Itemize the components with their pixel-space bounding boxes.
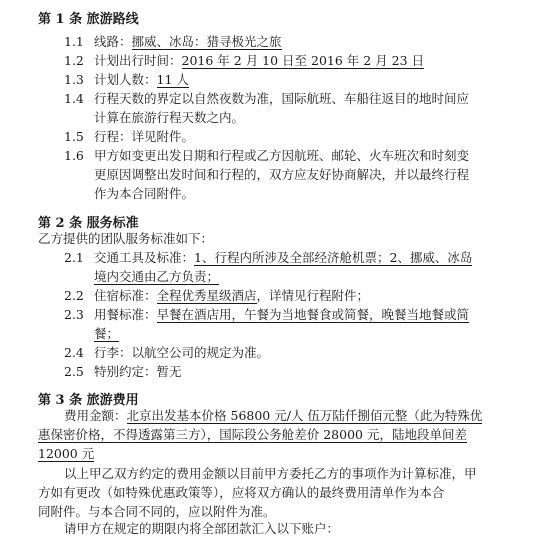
item-1-4-line-1: 行程天数的界定以自然夜数为准，国际航班、车船往返目的地时间应: [94, 91, 470, 106]
item-2-3-label: 用餐标准：: [94, 307, 157, 322]
fee-line-3: [38, 446, 94, 462]
para-line-1: 以上甲乙双方约定的费用金额以目前甲方委托乙方的事项作为计算标准，甲: [64, 466, 477, 481]
item-1-5: 行程：详见附件。: [94, 129, 195, 144]
item-1-6-line-1: 甲方如变更出发日期和行程或乙方因航班、邮轮、火车班次和时刻变: [94, 148, 470, 163]
item-2-1-value-2: 境内交通由乙方负责；: [94, 269, 220, 284]
item-1-2-label: 计划出行时间：: [94, 53, 182, 68]
fee-label: 费用金额：: [64, 408, 127, 423]
item-2-4: 行李：以航空公司的规定为准。: [94, 345, 270, 360]
section-2-title: 第 2 条 服务标准: [38, 216, 139, 231]
item-1-6-line-3: 作为本合同附件。: [94, 186, 195, 201]
item-2-4-num: 2.4: [64, 345, 84, 360]
item-1-2: [94, 53, 424, 69]
item-2-1-line-1: [94, 250, 472, 266]
item-1-3-label: 计划人数：: [94, 72, 157, 87]
item-2-5: 特别约定：暂无: [94, 364, 182, 379]
item-1-6-num: 1.6: [64, 148, 84, 163]
item-1-4-num: 1.4: [64, 91, 84, 106]
item-1-3-num: 1.3: [64, 72, 84, 87]
item-2-3-line-1: [94, 307, 469, 323]
item-2-1-line-2: [94, 269, 219, 285]
item-1-1-label: 线路：: [94, 34, 132, 49]
item-2-2-rest: ，详情见行程附件；: [256, 288, 370, 303]
item-2-1-value-1: 1、行程内所涉及全部经济舱机票；2、挪威、冰岛: [194, 250, 473, 265]
item-1-1: [94, 34, 282, 50]
item-2-2-value: 全程优秀星级酒店: [156, 288, 257, 303]
fee-value-3: 12000 元: [38, 446, 95, 461]
item-2-2: [94, 288, 369, 304]
para-line-2: 方如有更改（如特殊优惠政策等），应将双方确认的最终费用清单作为本合: [38, 485, 445, 500]
section-3-title: 第 3 条 旅游费用: [38, 393, 139, 408]
item-1-5-num: 1.5: [64, 129, 84, 144]
item-1-1-num: 1.1: [64, 34, 84, 49]
item-1-2-num: 1.2: [64, 53, 84, 68]
item-1-3-value: 11 人: [156, 72, 189, 87]
payment-instruction: 请甲方在规定的期限内将全部团款汇入以下账户：: [64, 521, 340, 536]
item-2-5-num: 2.5: [64, 364, 84, 379]
item-1-4-line-2: 计算在旅游行程天数之内。: [94, 110, 245, 125]
item-1-1-value: 挪威、冰岛：猎寻极光之旅: [131, 34, 282, 49]
fee-value-2: 惠保密价格，不得透露第三方），国际段公务舱差价 28000 元，陆地段单间差: [38, 427, 467, 442]
para-line-3: 同附件。与本合同不同的，应以附件为准。: [38, 504, 276, 519]
item-2-1-num: 2.1: [64, 250, 84, 265]
item-1-2-value: 2016 年 2 月 10 日至 2016 年 2 月 23 日: [181, 53, 425, 68]
fee-line-1: [64, 408, 482, 424]
item-2-2-label: 住宿标准：: [94, 288, 157, 303]
item-2-1-label: 交通工具及标准：: [94, 250, 195, 265]
item-2-3-line-2: [94, 326, 119, 342]
item-1-3: [94, 72, 189, 88]
item-1-6-line-2: 更原因调整出发时间和行程的，双方应友好协商解决，并以最终行程: [94, 167, 470, 182]
item-2-3-value-2: 餐；: [94, 326, 120, 341]
item-2-3-num: 2.3: [64, 307, 84, 322]
item-2-3-value-1: 早餐在酒店用，午餐为当地餐食或简餐，晚餐当地餐或简: [156, 307, 470, 322]
item-2-2-num: 2.2: [64, 288, 84, 303]
section-1-title: 第 1 条 旅游路线: [38, 12, 139, 27]
section-2-intro: 乙方提供的团队服务标准如下：: [38, 231, 214, 246]
fee-value-1: 北京出发基本价格 56800 元/人 伍万陆仟捌佰元整（此为特殊优: [126, 408, 483, 423]
fee-line-2: [38, 427, 467, 443]
